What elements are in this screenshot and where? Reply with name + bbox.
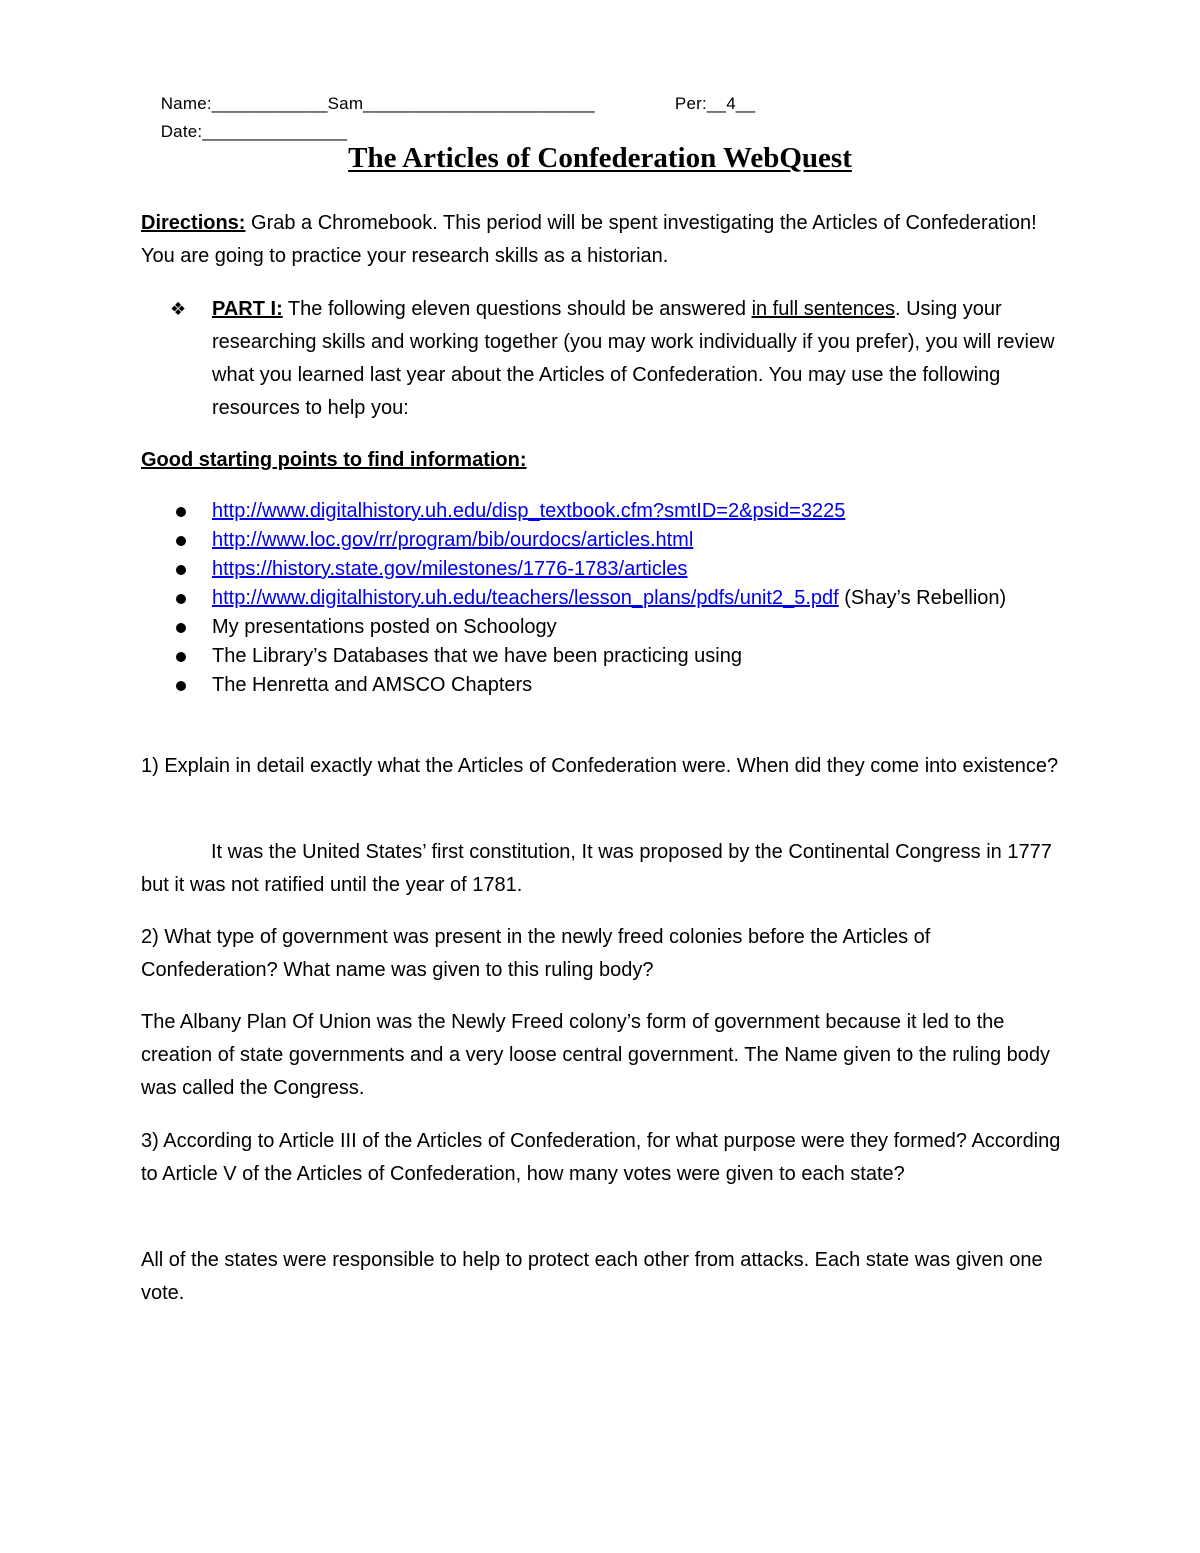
bullet-icon [176,565,186,575]
diamond-bullet-icon: ❖ [170,299,187,319]
answer-3[interactable]: All of the states were responsible to help to protect each other from attacks. Each state was given one vote. [141,1249,1043,1304]
resource-link[interactable]: http://www.digitalhistory.uh.edu/disp_textbook.cfm?smtID=2&psid=3225 [212,500,846,522]
date-field[interactable]: Date:_______________ [160,122,348,141]
part1-label: PART I: [212,298,283,320]
period-field[interactable]: Per:__4__ [674,94,756,113]
resources-list [170,497,1070,700]
resource-link[interactable]: http://www.digitalhistory.uh.edu/teachers/lesson_plans/pdfs/unit2_5.pdf [212,587,839,609]
resource-note: The Library’s Databases that we have been practicing using [212,645,742,667]
bullet-icon [176,536,186,546]
part1-text-before: The following eleven questions should be answered [282,298,752,320]
bullet-icon [176,681,186,691]
list-item [170,526,1070,555]
question-2: 2) What type of government was present in the newly freed colonies before the Articles of Confederation? What name was given to this ruling body? [141,926,931,981]
answer-1[interactable] [141,836,1061,902]
list-item [170,555,1070,584]
directions-text: Grab a Chromebook. This period will be spent investigating the Articles of Confederation! You are going to practice your research skills as a historian. [141,212,1037,267]
bullet-icon [176,623,186,633]
part1-paragraph [212,293,1062,425]
resource-link[interactable]: http://www.loc.gov/rr/program/bib/ourdocs/articles.html [212,529,694,551]
question-1: 1) Explain in detail exactly what the Articles of Confederation were. When did they come into existence? [141,755,1059,777]
list-item [170,584,1070,613]
part1-text-after: . Using your researching skills and working together (you may work individually if you prefer), you will review what you learned last year about the Articles of Confederation. You may use the following resources to help you: [212,298,1055,419]
resource-link[interactable]: https://history.state.gov/milestones/1776-1783/articles [212,558,688,580]
resource-note: (Shay’s Rebellion) [838,587,1007,609]
list-item [170,671,1070,700]
name-field[interactable]: Name:____________Sam________________________ [160,94,595,113]
answer-1-text: It was the United States’ first constitution, It was proposed by the Continental Congress in 1777 but it was not ratified until the year of 1781. [141,841,1052,896]
list-item [170,642,1070,671]
directions-label: Directions: [141,212,246,234]
list-item [170,613,1070,642]
resource-note: My presentations posted on Schoology [212,616,557,638]
list-item [170,497,1070,526]
bullet-icon [176,594,186,604]
bullet-icon [176,652,186,662]
resource-note: The Henretta and AMSCO Chapters [212,674,533,696]
question-3: 3) According to Article III of the Articles of Confederation, for what purpose were they formed? According to Article V of the Articles of Confederation, how many votes were given to each state? [141,1130,1061,1185]
page-title: The Articles of Confederation WebQuest [348,142,852,174]
part1-emphasis: in full sentences [751,298,895,320]
directions-paragraph [141,207,1061,273]
bullet-icon [176,507,186,517]
resources-heading: Good starting points to find information: [141,449,527,471]
answer-2[interactable]: The Albany Plan Of Union was the Newly Freed colony’s form of government because it led to the creation of state governments and a very loose central government. The Name given to the ruling body was called the Congress. [141,1011,1051,1099]
